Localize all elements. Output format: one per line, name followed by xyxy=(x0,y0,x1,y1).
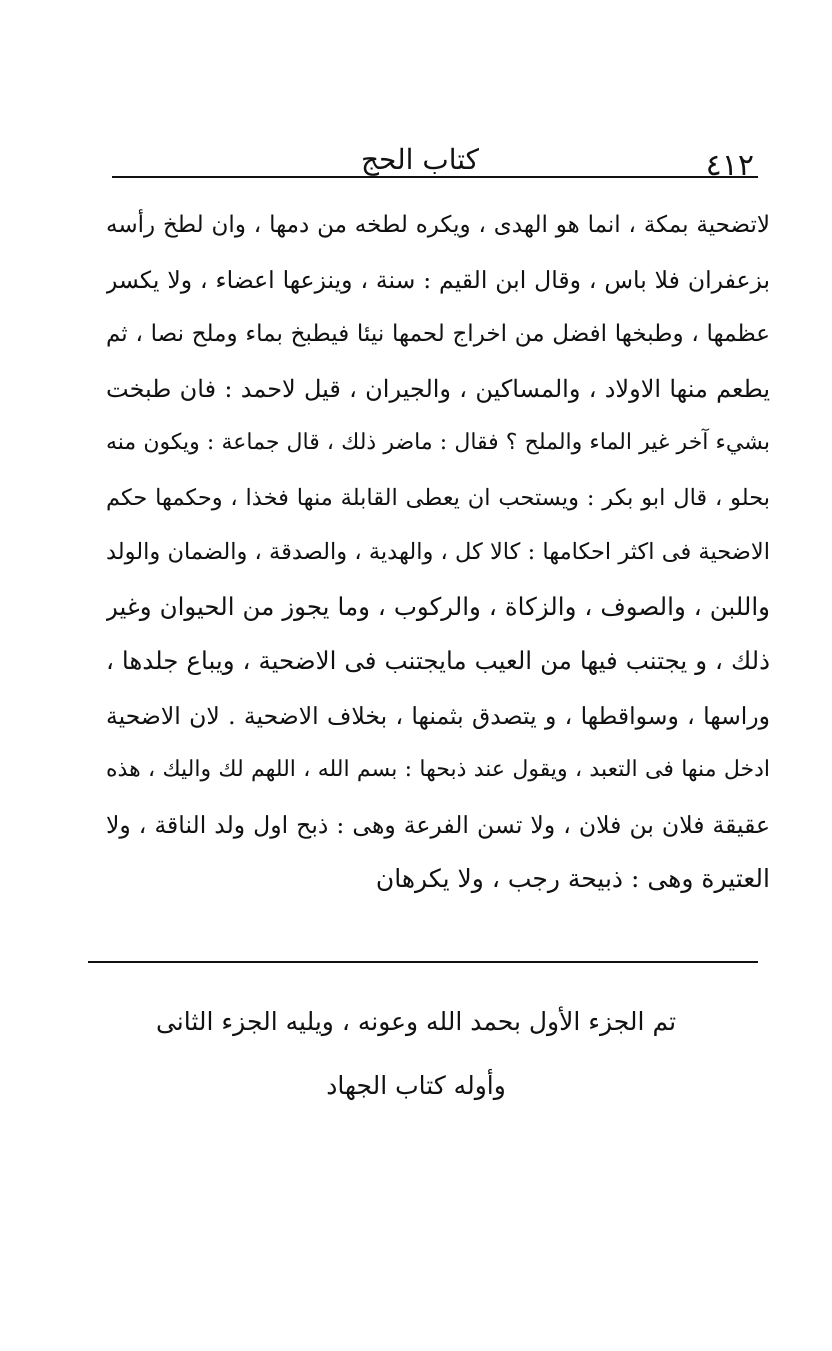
body-line: ذلك ، و يجتنب فيها من العيب مايجتنب فى الاضحية ، ويباع جلدها ، xyxy=(106,646,770,675)
body-line: واللبن ، والصوف ، والزكاة ، والركوب ، وما يجوز من الحيوان وغير xyxy=(106,591,770,621)
colophon-line-2: وأوله كتاب الجهاد xyxy=(326,1071,506,1100)
header-rule xyxy=(112,176,758,178)
body-line-last: العتيرة وهى : ذبيحة رجب ، ولا يكرهان xyxy=(375,864,770,893)
body-line: عظمها ، وطبخها افضل من اخراج لحمها نيئا فيطبخ بماء وملح نصا ، ثم xyxy=(106,321,770,347)
body-line: لاتضحية بمكة ، انما هو الهدى ، ويكره لطخه من دمها ، وان لطخ رأسه xyxy=(106,212,770,238)
colophon-line-1: تم الجزء الأول بحمد الله وعونه ، ويليه الجزء الثانى xyxy=(155,1007,677,1036)
body-line: وراسها ، وسواقطها ، و يتصدق بثمنها ، بخلاف الاضحية . لان الاضحية xyxy=(106,701,770,730)
body-line: يطعم منها الاولاد ، والمساكين ، والجيران ، قيل لاحمد : فان طبخت xyxy=(106,374,770,403)
body-text xyxy=(106,198,770,907)
footer-rule xyxy=(88,961,758,963)
colophon xyxy=(130,990,702,1118)
body-line: ادخل منها فى التعبد ، ويقول عند ذبحها : بسم الله ، اللهم لك واليك ، هذه xyxy=(106,757,770,782)
running-title: كتاب الحج xyxy=(360,143,480,176)
page-number: ٤١٢ xyxy=(705,148,754,183)
body-line: بزعفران فلا باس ، وقال ابن القيم : سنة ، وينزعها اعضاء ، ولا يكسر xyxy=(106,265,770,294)
body-line: عقيقة فلان بن فلان ، ولا تسن الفرعة وهى : ذبح اول ولد الناقة ، ولا xyxy=(106,810,770,839)
body-line: بحلو ، قال ابو بكر : ويستحب ان يعطى القابلة منها فخذا ، وحكمها حكم xyxy=(106,484,770,511)
body-line: بشيء آخر غير الماء والملح ؟ فقال : ماضر ذلك ، قال جماعة : ويكون منه xyxy=(106,430,770,455)
body-line: الاضحية فى اكثر احكامها : كالا كل ، والهدية ، والصدقة ، والضمان والولد xyxy=(106,539,770,565)
